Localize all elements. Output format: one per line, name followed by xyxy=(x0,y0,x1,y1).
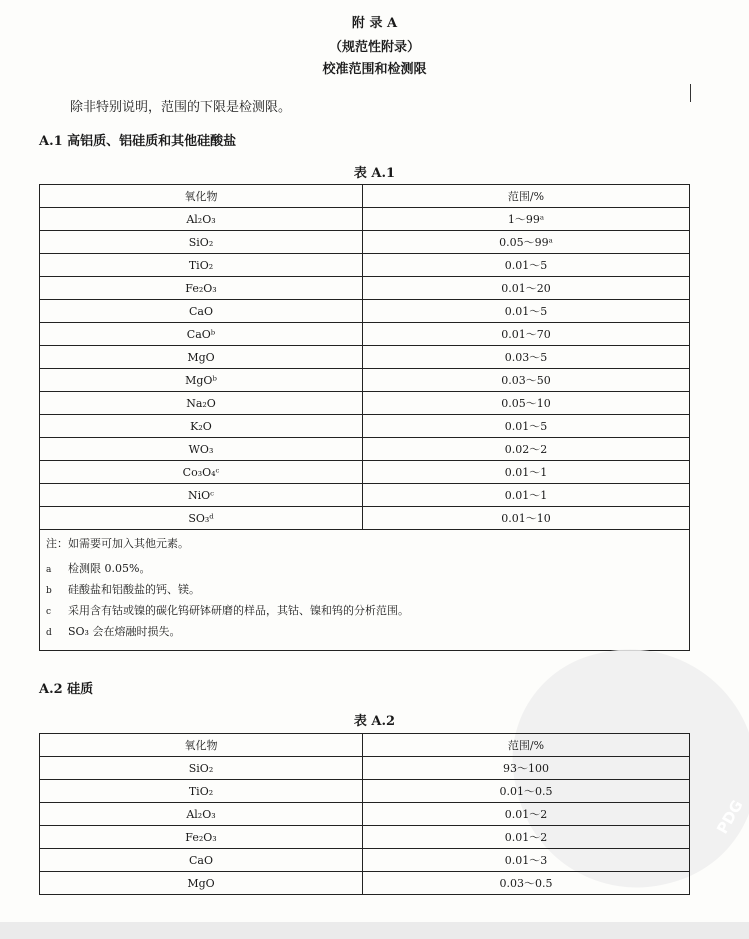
oxide-cell: MgO xyxy=(40,872,363,895)
oxide-cell: TiO₂ xyxy=(40,780,363,803)
appendix-title: 附 录 A xyxy=(351,16,398,31)
table-header-row xyxy=(40,185,690,208)
range-cell: 0.01～5 xyxy=(363,254,690,277)
appendix-subtitle: （规范性附录） xyxy=(328,40,420,55)
range-cell: 0.01～10 xyxy=(363,507,690,530)
footnote-text: SO₃ 会在熔融时损失。 xyxy=(68,625,181,638)
table-row xyxy=(40,872,690,895)
column-header-range: 范围/% xyxy=(363,185,690,208)
oxide-cell: CaO xyxy=(40,300,363,323)
oxide-cell: Na₂O xyxy=(40,392,363,415)
footnote-text: 采用含有钴或镍的碳化钨研钵研磨的样品，其钴、镍和钨的分析范围。 xyxy=(68,604,409,617)
oxide-cell: Al₂O₃ xyxy=(40,803,363,826)
scan-edge xyxy=(0,922,749,939)
range-cell: 0.01～20 xyxy=(363,277,690,300)
footnote-mark: c xyxy=(46,607,52,617)
range-cell: 93～100 xyxy=(363,757,690,780)
table-row xyxy=(40,415,690,438)
oxide-cell: SO₃ᵈ xyxy=(40,507,363,530)
footnote-a xyxy=(46,558,683,579)
range-cell: 0.03～5 xyxy=(363,346,690,369)
footnote-text: 检测限 0.05%。 xyxy=(68,562,151,575)
table-note: 注：如需要可加入其他元素。 xyxy=(46,537,189,550)
range-cell: 0.05～10 xyxy=(363,392,690,415)
intro-paragraph: 除非特别说明，范围的下限是检测限。 xyxy=(70,100,292,115)
table-notes-row xyxy=(40,530,690,651)
oxide-cell: Fe₂O₃ xyxy=(40,826,363,849)
margin-mark xyxy=(690,84,691,102)
footnote-c xyxy=(46,600,683,621)
oxide-cell: SiO₂ xyxy=(40,757,363,780)
oxide-cell: K₂O xyxy=(40,415,363,438)
table-row xyxy=(40,254,690,277)
table-row xyxy=(40,507,690,530)
table-row xyxy=(40,369,690,392)
range-cell: 0.01～2 xyxy=(363,803,690,826)
oxide-cell: Fe₂O₃ xyxy=(40,277,363,300)
range-cell: 0.01～0.5 xyxy=(363,780,690,803)
table-row xyxy=(40,757,690,780)
footnote-mark: b xyxy=(46,586,52,596)
range-cell: 0.01～1 xyxy=(363,484,690,507)
oxide-cell: MgO xyxy=(40,346,363,369)
table-a1 xyxy=(39,184,690,651)
range-cell: 0.02～2 xyxy=(363,438,690,461)
table-row xyxy=(40,231,690,254)
table-row xyxy=(40,849,690,872)
oxide-cell: Co₃O₄ᶜ xyxy=(40,461,363,484)
table-row xyxy=(40,803,690,826)
table-row xyxy=(40,300,690,323)
range-cell: 0.01～5 xyxy=(363,415,690,438)
footnote-mark: d xyxy=(46,628,52,638)
oxide-cell: Al₂O₃ xyxy=(40,208,363,231)
section-heading-a2: A.2 硅质 xyxy=(39,682,94,697)
table-row xyxy=(40,208,690,231)
table-row xyxy=(40,484,690,507)
table-a2 xyxy=(39,733,690,895)
table-caption-a2: 表 A.2 xyxy=(353,714,396,729)
oxide-cell: MgOᵇ xyxy=(40,369,363,392)
table-row xyxy=(40,826,690,849)
table-notes xyxy=(40,530,690,651)
footnote-text: 硅酸盐和铝酸盐的钙、镁。 xyxy=(68,583,200,596)
range-cell: 0.01～5 xyxy=(363,300,690,323)
range-cell: 0.01～3 xyxy=(363,849,690,872)
range-cell: 0.05～99ᵃ xyxy=(363,231,690,254)
oxide-cell: TiO₂ xyxy=(40,254,363,277)
table-header-row xyxy=(40,734,690,757)
table-row xyxy=(40,346,690,369)
column-header-oxide: 氧化物 xyxy=(40,734,363,757)
range-cell: 0.01～70 xyxy=(363,323,690,346)
column-header-range: 范围/% xyxy=(363,734,690,757)
oxide-cell: SiO₂ xyxy=(40,231,363,254)
range-cell: 0.01～1 xyxy=(363,461,690,484)
footnote-b xyxy=(46,579,683,600)
section-heading-a1: A.1 高铝质、铝硅质和其他硅酸盐 xyxy=(39,134,237,149)
range-cell: 0.03～50 xyxy=(363,369,690,392)
appendix-heading: 校准范围和检测限 xyxy=(322,62,427,77)
oxide-cell: CaOᵇ xyxy=(40,323,363,346)
table-row xyxy=(40,323,690,346)
range-cell: 0.01～2 xyxy=(363,826,690,849)
oxide-cell: CaO xyxy=(40,849,363,872)
table-row xyxy=(40,438,690,461)
table-row xyxy=(40,392,690,415)
table-row xyxy=(40,780,690,803)
watermark-text: PDG xyxy=(713,797,747,837)
oxide-cell: WO₃ xyxy=(40,438,363,461)
column-header-oxide: 氧化物 xyxy=(40,185,363,208)
table-row xyxy=(40,461,690,484)
table-caption-a1: 表 A.1 xyxy=(353,166,396,181)
table-row xyxy=(40,277,690,300)
oxide-cell: NiOᶜ xyxy=(40,484,363,507)
footnote-mark: a xyxy=(46,565,52,575)
range-cell: 0.03～0.5 xyxy=(363,872,690,895)
footnote-d xyxy=(46,621,683,642)
range-cell: 1～99ᵃ xyxy=(363,208,690,231)
